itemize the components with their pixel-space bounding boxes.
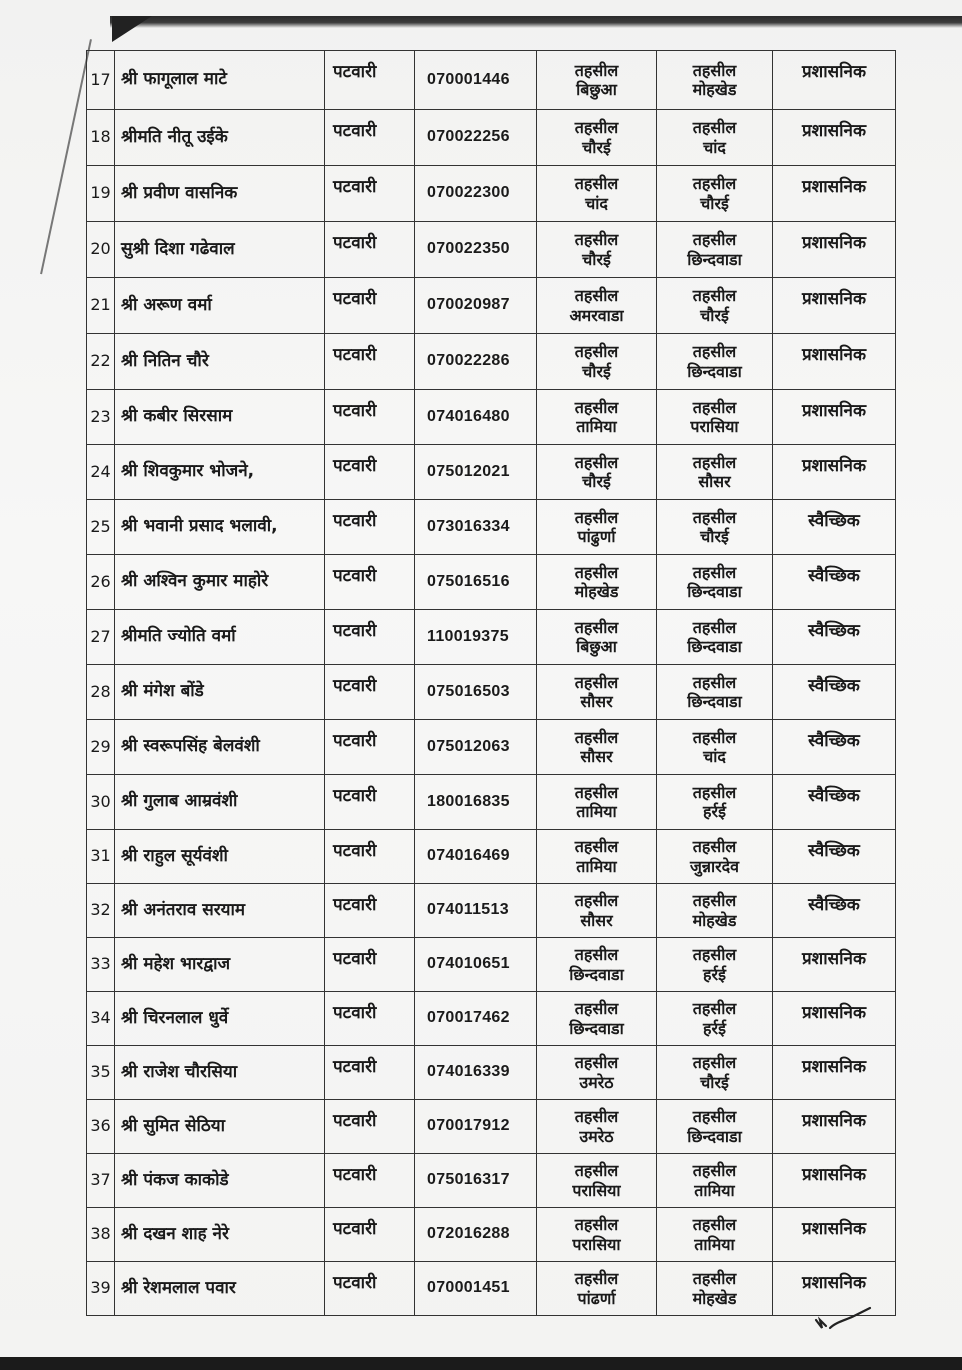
from-location-cell <box>537 110 657 165</box>
to-location-line2: चांद <box>703 137 726 157</box>
table-row <box>87 829 895 883</box>
from-location-line2: सौसर <box>580 910 613 930</box>
from-location-line2: परासिया <box>572 1234 621 1254</box>
table-row <box>87 109 895 165</box>
from-location-line1: तहसील <box>574 507 619 527</box>
table-row <box>87 991 895 1045</box>
to-location-cell <box>657 775 773 829</box>
employee-code-cell: 070022286 <box>415 334 537 389</box>
employee-code-cell: 070001446 <box>415 51 537 109</box>
from-location-line1: तहसील <box>574 118 619 138</box>
from-location-line1: तहसील <box>574 452 619 472</box>
to-location-line2: हर्रई <box>703 964 726 984</box>
employee-name-cell: श्री फागूलाल माटे <box>115 51 325 109</box>
to-location-cell <box>657 1262 773 1315</box>
to-location-cell <box>657 1100 773 1153</box>
from-location-line1: तहसील <box>574 60 619 80</box>
to-location-line1: तहसील <box>692 782 737 802</box>
designation-cell: पटवारी <box>325 1100 415 1153</box>
from-location-cell <box>537 555 657 609</box>
table-row <box>87 1153 895 1207</box>
transfer-type-cell: प्रशासनिक <box>801 401 867 421</box>
employee-name-cell: श्री मंगेश बोंडे <box>115 665 325 719</box>
to-location-line2: मोहखेड <box>692 1288 737 1308</box>
page-fold-line <box>40 39 92 274</box>
to-location-line1: तहसील <box>692 1269 737 1289</box>
page-top-shadow <box>110 16 962 28</box>
employee-name-cell: श्री राजेश चौरसिया <box>115 1046 325 1099</box>
employee-code-cell: 070001451 <box>415 1262 537 1315</box>
from-location-line1: तहसील <box>574 945 619 965</box>
to-location-line2: मोहखेड <box>692 80 737 99</box>
to-location-line1: तहसील <box>692 342 737 362</box>
to-location-line1: तहसील <box>692 617 737 637</box>
designation-cell: पटवारी <box>325 665 415 719</box>
signature-mark <box>812 1298 872 1338</box>
from-location-line1: तहसील <box>574 672 619 692</box>
from-location-cell <box>537 500 657 554</box>
to-location-cell <box>657 1208 773 1261</box>
transfer-type-cell: स्वैच्छिक <box>808 895 860 915</box>
to-location-cell <box>657 110 773 165</box>
to-location-cell <box>657 992 773 1045</box>
employee-name-cell: श्री कबीर सिरसाम <box>115 390 325 444</box>
employee-code-cell: 070022300 <box>415 166 537 221</box>
from-location-line2: तामिया <box>576 856 617 876</box>
from-location-line2: उमरेठ <box>579 1072 614 1092</box>
employee-code-cell: 070017462 <box>415 992 537 1045</box>
table-row <box>87 499 895 554</box>
table-row <box>87 165 895 221</box>
to-location-line2: चौरई <box>700 527 729 546</box>
from-location-cell <box>537 51 657 109</box>
transfer-type-cell: स्वैच्छिक <box>808 731 860 751</box>
transfer-type-cell: प्रशासनिक <box>801 1003 867 1023</box>
employee-code-cell: 074011513 <box>415 884 537 937</box>
designation-cell: पटवारी <box>325 938 415 991</box>
table-row <box>87 774 895 829</box>
from-location-cell <box>537 830 657 883</box>
from-location-line1: तहसील <box>574 727 619 747</box>
to-location-line2: छिन्दवाडा <box>687 249 742 269</box>
employee-name-cell: श्री अश्विन कुमार माहोरे <box>115 555 325 609</box>
serial-number-cell: 28 <box>87 665 115 719</box>
from-location-line2: तामिया <box>576 802 617 821</box>
designation-cell: पटवारी <box>325 555 415 609</box>
to-location-cell <box>657 720 773 774</box>
serial-number-cell: 38 <box>87 1208 115 1261</box>
from-location-line2: छिन्दवाडा <box>569 1018 624 1038</box>
to-location-line2: चौरई <box>700 193 729 213</box>
transfer-type-cell: प्रशासनिक <box>801 345 867 365</box>
from-location-line1: तहसील <box>574 617 619 637</box>
to-location-line1: तहसील <box>692 60 737 80</box>
serial-number-cell: 29 <box>87 720 115 774</box>
employee-name-cell: श्री नितिन चौरे <box>115 334 325 389</box>
designation-cell: पटवारी <box>325 830 415 883</box>
employee-name-cell: श्री अनंतराव सरयाम <box>115 884 325 937</box>
to-location-line1: तहसील <box>692 397 737 417</box>
employee-code-cell: 074016480 <box>415 390 537 444</box>
from-location-cell <box>537 278 657 333</box>
to-location-cell <box>657 830 773 883</box>
serial-number-cell: 17 <box>87 51 115 109</box>
employee-name-cell: सुश्री दिशा गढेवाल <box>115 222 325 277</box>
designation-cell: पटवारी <box>325 610 415 664</box>
serial-number-cell: 18 <box>87 110 115 165</box>
serial-number-cell: 35 <box>87 1046 115 1099</box>
to-location-line2: चांद <box>703 747 726 766</box>
employee-code-cell: 180016835 <box>415 775 537 829</box>
from-location-cell <box>537 610 657 664</box>
to-location-line1: तहसील <box>692 118 737 138</box>
transfer-type-cell: प्रशासनिक <box>801 1219 867 1239</box>
serial-number-cell: 20 <box>87 222 115 277</box>
to-location-line1: तहसील <box>692 507 737 527</box>
transfer-type-cell: प्रशासनिक <box>801 1111 867 1131</box>
to-location-line2: मोहखेड <box>692 910 737 930</box>
employee-code-cell: 075016516 <box>415 555 537 609</box>
table-row <box>87 389 895 444</box>
employee-code-cell: 070022256 <box>415 110 537 165</box>
serial-number-cell: 31 <box>87 830 115 883</box>
transfer-type-cell: प्रशासनिक <box>801 289 867 309</box>
from-location-line1: तहसील <box>574 1053 619 1073</box>
employee-name-cell: श्री अरूण वर्मा <box>115 278 325 333</box>
to-location-line1: तहसील <box>692 452 737 472</box>
from-location-line1: तहसील <box>574 397 619 417</box>
from-location-cell <box>537 1208 657 1261</box>
employee-name-cell: श्री रेशमलाल पवार <box>115 1262 325 1315</box>
from-location-line2: उमरेठ <box>579 1126 614 1146</box>
to-location-line2: हर्रई <box>703 802 726 821</box>
to-location-cell <box>657 610 773 664</box>
from-location-line1: तहसील <box>574 1107 619 1127</box>
designation-cell: पटवारी <box>325 1046 415 1099</box>
employee-name-cell: श्री प्रवीण वासनिक <box>115 166 325 221</box>
employee-code-cell: 110019375 <box>415 610 537 664</box>
to-location-line2: चौरई <box>700 305 729 325</box>
serial-number-cell: 22 <box>87 334 115 389</box>
employee-code-cell: 070017912 <box>415 1100 537 1153</box>
to-location-line2: छिन्दवाडा <box>687 1126 742 1146</box>
transfer-type-cell: स्वैच्छिक <box>808 676 860 696</box>
table-row <box>87 1207 895 1261</box>
from-location-line2: बिछुआ <box>576 637 617 656</box>
to-location-line2: चौरई <box>700 1072 729 1092</box>
to-location-line1: तहसील <box>692 672 737 692</box>
designation-cell: पटवारी <box>325 166 415 221</box>
table-row <box>87 883 895 937</box>
table-row <box>87 609 895 664</box>
to-location-cell <box>657 278 773 333</box>
to-location-cell <box>657 1154 773 1207</box>
to-location-cell <box>657 884 773 937</box>
employee-name-cell: श्रीमति नीतू उईके <box>115 110 325 165</box>
employee-name-cell: श्री गुलाब आम्रवंशी <box>115 775 325 829</box>
serial-number-cell: 25 <box>87 500 115 554</box>
table-row <box>87 664 895 719</box>
to-location-cell <box>657 166 773 221</box>
designation-cell: पटवारी <box>325 775 415 829</box>
designation-cell: पटवारी <box>325 51 415 109</box>
employee-code-cell: 075012021 <box>415 445 537 499</box>
from-location-line2: परासिया <box>572 1180 621 1200</box>
employee-name-cell: श्री महेश भारद्वाज <box>115 938 325 991</box>
table-row <box>87 554 895 609</box>
table-row <box>87 333 895 389</box>
to-location-cell <box>657 555 773 609</box>
serial-number-cell: 39 <box>87 1262 115 1315</box>
designation-cell: पटवारी <box>325 720 415 774</box>
employee-code-cell: 073016334 <box>415 500 537 554</box>
serial-number-cell: 37 <box>87 1154 115 1207</box>
from-location-line1: तहसील <box>574 342 619 362</box>
employee-code-cell: 074016339 <box>415 1046 537 1099</box>
to-location-cell <box>657 665 773 719</box>
to-location-line1: तहसील <box>692 837 737 857</box>
from-location-line2: अमरवाडा <box>569 305 624 325</box>
to-location-line2: छिन्दवाडा <box>687 582 742 601</box>
employee-code-cell: 074010651 <box>415 938 537 991</box>
to-location-line1: तहसील <box>692 174 737 194</box>
page-bottom-edge <box>0 1357 962 1370</box>
transfer-type-cell: प्रशासनिक <box>801 1057 867 1077</box>
to-location-line1: तहसील <box>692 1107 737 1127</box>
from-location-cell <box>537 390 657 444</box>
to-location-cell <box>657 222 773 277</box>
employee-name-cell: श्री सुमित सेठिया <box>115 1100 325 1153</box>
serial-number-cell: 30 <box>87 775 115 829</box>
designation-cell: पटवारी <box>325 445 415 499</box>
from-location-line2: मोहखेड <box>574 582 619 601</box>
transfer-type-cell: प्रशासनिक <box>801 456 867 476</box>
from-location-cell <box>537 665 657 719</box>
serial-number-cell: 34 <box>87 992 115 1045</box>
transfer-type-cell: प्रशासनिक <box>801 121 867 141</box>
serial-number-cell: 32 <box>87 884 115 937</box>
to-location-line1: तहसील <box>692 1161 737 1181</box>
employee-code-cell: 075016503 <box>415 665 537 719</box>
transfer-type-cell: प्रशासनिक <box>801 177 867 197</box>
to-location-cell <box>657 51 773 109</box>
from-location-line1: तहसील <box>574 562 619 582</box>
employee-code-cell: 072016288 <box>415 1208 537 1261</box>
serial-number-cell: 21 <box>87 278 115 333</box>
from-location-line2: बिछुआ <box>576 80 617 99</box>
from-location-line1: तहसील <box>574 286 619 306</box>
serial-number-cell: 26 <box>87 555 115 609</box>
serial-number-cell: 27 <box>87 610 115 664</box>
employee-code-cell: 075016317 <box>415 1154 537 1207</box>
employee-code-cell: 070022350 <box>415 222 537 277</box>
from-location-line2: चांद <box>585 193 608 213</box>
serial-number-cell: 19 <box>87 166 115 221</box>
transfer-list-table <box>86 50 896 1316</box>
to-location-line2: जुन्नारदेव <box>689 856 740 876</box>
employee-code-cell: 075012063 <box>415 720 537 774</box>
from-location-cell <box>537 445 657 499</box>
from-location-cell <box>537 1154 657 1207</box>
designation-cell: पटवारी <box>325 992 415 1045</box>
designation-cell: पटवारी <box>325 110 415 165</box>
employee-name-cell: श्री दखन शाह नेरे <box>115 1208 325 1261</box>
to-location-line1: तहसील <box>692 727 737 747</box>
to-location-line1: तहसील <box>692 562 737 582</box>
from-location-line1: तहसील <box>574 837 619 857</box>
from-location-line1: तहसील <box>574 1269 619 1289</box>
employee-name-cell: श्री भवानी प्रसाद भलावी, <box>115 500 325 554</box>
to-location-line1: तहसील <box>692 945 737 965</box>
serial-number-cell: 23 <box>87 390 115 444</box>
transfer-type-cell: स्वैच्छिक <box>808 511 860 531</box>
designation-cell: पटवारी <box>325 1208 415 1261</box>
designation-cell: पटवारी <box>325 500 415 554</box>
from-location-line1: तहसील <box>574 999 619 1019</box>
transfer-type-cell: स्वैच्छिक <box>808 621 860 641</box>
employee-name-cell: श्री शिवकुमार भोजने, <box>115 445 325 499</box>
from-location-line2: चौरई <box>582 137 611 157</box>
to-location-line1: तहसील <box>692 286 737 306</box>
from-location-line2: चौरई <box>582 472 611 491</box>
employee-name-cell: श्री चिरनलाल धुर्वे <box>115 992 325 1045</box>
to-location-cell <box>657 1046 773 1099</box>
from-location-cell <box>537 992 657 1045</box>
to-location-cell <box>657 500 773 554</box>
transfer-type-cell: प्रशासनिक <box>801 949 867 969</box>
table-row <box>87 444 895 499</box>
to-location-cell <box>657 390 773 444</box>
from-location-line2: तामिया <box>576 417 617 436</box>
from-location-line1: तहसील <box>574 1161 619 1181</box>
table-row <box>87 277 895 333</box>
transfer-type-cell: स्वैच्छिक <box>808 841 860 861</box>
from-location-cell <box>537 775 657 829</box>
from-location-cell <box>537 720 657 774</box>
page-corner-shadow <box>112 16 152 42</box>
transfer-type-cell: प्रशासनिक <box>801 1165 867 1185</box>
designation-cell: पटवारी <box>325 884 415 937</box>
table-row <box>87 1045 895 1099</box>
designation-cell: पटवारी <box>325 1154 415 1207</box>
table-row <box>87 719 895 774</box>
from-location-line2: छिन्दवाडा <box>569 964 624 984</box>
from-location-cell <box>537 884 657 937</box>
table-row <box>87 221 895 277</box>
to-location-cell <box>657 334 773 389</box>
serial-number-cell: 33 <box>87 938 115 991</box>
transfer-type-cell: प्रशासनिक <box>801 62 867 82</box>
transfer-type-cell: स्वैच्छिक <box>808 566 860 586</box>
to-location-line1: तहसील <box>692 891 737 911</box>
to-location-line2: सौसर <box>698 472 731 491</box>
from-location-cell <box>537 1100 657 1153</box>
from-location-cell <box>537 334 657 389</box>
table-row <box>87 1099 895 1153</box>
to-location-line2: हर्रई <box>703 1018 726 1038</box>
table-row <box>87 937 895 991</box>
from-location-line1: तहसील <box>574 891 619 911</box>
to-location-line1: तहसील <box>692 230 737 250</box>
designation-cell: पटवारी <box>325 278 415 333</box>
to-location-line2: छिन्दवाडा <box>687 637 742 656</box>
to-location-line2: छिन्दवाडा <box>687 361 742 381</box>
employee-name-cell: श्रीमति ज्योति वर्मा <box>115 610 325 664</box>
employee-name-cell: श्री पंकज काकोडे <box>115 1154 325 1207</box>
to-location-line2: परासिया <box>690 417 739 436</box>
employee-name-cell: श्री स्वरूपसिंह बेलवंशी <box>115 720 325 774</box>
transfer-type-cell: स्वैच्छिक <box>808 786 860 806</box>
employee-code-cell: 070020987 <box>415 278 537 333</box>
from-location-line2: चौरई <box>582 249 611 269</box>
designation-cell: पटवारी <box>325 390 415 444</box>
from-location-line1: तहसील <box>574 782 619 802</box>
designation-cell: पटवारी <box>325 334 415 389</box>
to-location-line1: तहसील <box>692 1053 737 1073</box>
to-location-cell <box>657 938 773 991</box>
to-location-cell <box>657 445 773 499</box>
from-location-line1: तहसील <box>574 230 619 250</box>
from-location-cell <box>537 1046 657 1099</box>
to-location-line2: छिन्दवाडा <box>687 692 742 711</box>
designation-cell: पटवारी <box>325 222 415 277</box>
table-row <box>87 1261 895 1316</box>
from-location-cell <box>537 1262 657 1315</box>
designation-cell: पटवारी <box>325 1262 415 1315</box>
to-location-line1: तहसील <box>692 999 737 1019</box>
serial-number-cell: 36 <box>87 1100 115 1153</box>
serial-number-cell: 24 <box>87 445 115 499</box>
employee-name-cell: श्री राहुल सूर्यवंशी <box>115 830 325 883</box>
from-location-line2: चौरई <box>582 361 611 381</box>
transfer-type-cell: प्रशासनिक <box>801 233 867 253</box>
from-location-line1: तहसील <box>574 1215 619 1235</box>
from-location-line2: पांढर्णा <box>577 1288 616 1308</box>
from-location-cell <box>537 938 657 991</box>
from-location-cell <box>537 166 657 221</box>
to-location-line2: तामिया <box>694 1234 735 1254</box>
from-location-line2: सौसर <box>580 747 613 766</box>
from-location-line2: पांढुर्णा <box>577 527 616 546</box>
to-location-line1: तहसील <box>692 1215 737 1235</box>
to-location-line2: तामिया <box>694 1180 735 1200</box>
transfer-type-cell: प्रशासनिक <box>801 1273 867 1293</box>
employee-code-cell: 074016469 <box>415 830 537 883</box>
from-location-line1: तहसील <box>574 174 619 194</box>
from-location-line2: सौसर <box>580 692 613 711</box>
table-row <box>87 50 895 109</box>
from-location-cell <box>537 222 657 277</box>
